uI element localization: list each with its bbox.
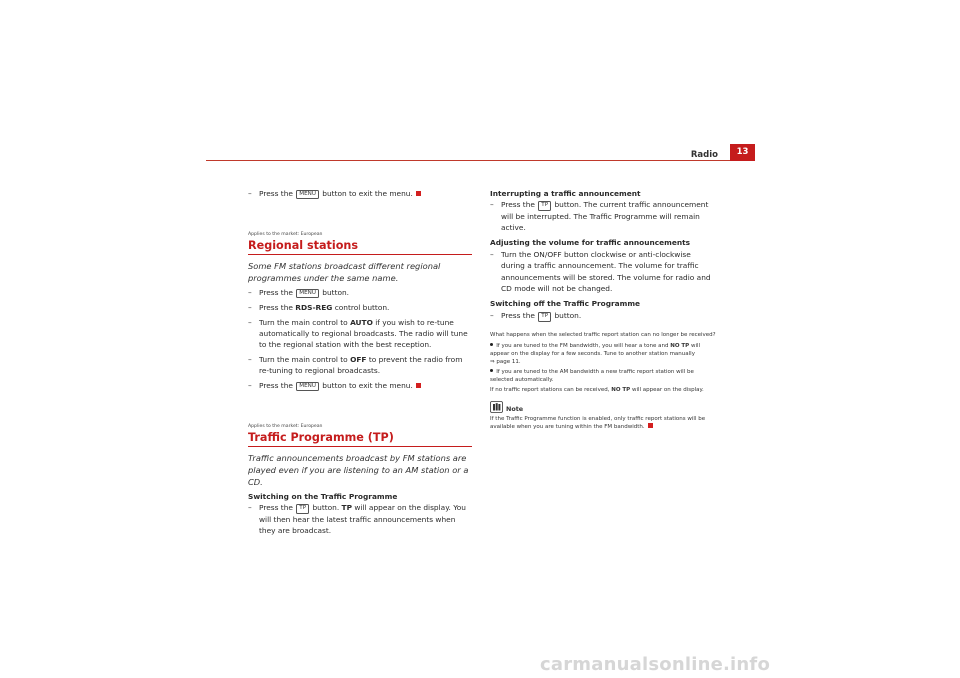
page-ref-link[interactable]: ⇒ page 11. (490, 359, 521, 366)
traffic-programme-section (248, 423, 472, 536)
note-text: If the Traffic Programme function is enabled, only traffic report stations will be available when you are tuning within the FM bandwidth. (490, 416, 706, 431)
faq-no-stations: If no traffic report stations can be received, NO TP will appear on the display. (490, 386, 704, 393)
subheading: Switching off the Traffic Programme (490, 299, 641, 309)
section-end-icon (648, 423, 653, 428)
menu-button-label: MENU (296, 190, 319, 199)
step-off: – Turn the main control to OFF to prevent the radio from re-tuning to regional broadcasts. (248, 355, 463, 376)
watermark: carmanualsonline.info (540, 654, 771, 675)
market-note: Applies to the market: European (248, 232, 323, 237)
chapter-title: Radio (690, 150, 718, 160)
section-lead: Some FM stations broadcast different regional programmes under the same name. (248, 261, 441, 283)
step-auto: – Turn the main control to AUTO if you wish to re-tune automatically to regional broadcasts. The radio will tune to the regional station with the best reception. (248, 317, 468, 350)
tp-button-label: TP (538, 201, 551, 210)
section-end-icon (416, 383, 421, 388)
note-icon (490, 401, 503, 413)
section-lead: Traffic announcements broadcast by FM stations are played even if you are listening to an AM station or a CD. (248, 453, 469, 487)
step-press-tp: – Press the TP button. TP will appear on the display. You will then hear the latest traffic announcements when they are broadcast. (248, 503, 466, 535)
right-column (490, 188, 716, 432)
regional-stations-section (248, 231, 472, 391)
faq-bullet-fm: If you are tuned to the FM bandwidth, you will hear a tone and NO TP will appear on the display for a few seconds. Tune to another station manually ⇒ page 11. (490, 342, 701, 366)
note-block (490, 401, 716, 432)
exit-menu-step: – Press the MENU button to exit the menu. (248, 188, 472, 199)
market-note: Applies to the market: European (248, 424, 323, 429)
section-end-icon (416, 191, 421, 196)
header-rule (206, 160, 730, 161)
faq-question: What happens when the selected traffic report station can no longer be received? (490, 332, 716, 339)
step-press-menu: – Press the MENU button. (248, 288, 350, 297)
page-number-tab: 13 (730, 144, 755, 161)
section-title: Regional stations (248, 239, 472, 255)
step-interrupt: – Press the TP button. The current traffic announcement will be interrupted. The Traffic Programme will remain active. (490, 200, 709, 232)
bullet-icon (490, 343, 493, 346)
faq-block (490, 331, 716, 432)
bullet-icon (490, 369, 493, 372)
menu-button-label: MENU (296, 289, 319, 298)
left-column (248, 188, 472, 540)
subheading: Interrupting a traffic announcement (490, 189, 641, 198)
step-rds-reg: – Press the RDS-REG control button. (248, 303, 390, 312)
step-adjust-volume: – Turn the ON/OFF button clockwise or anti-clockwise during a traffic announcement. The volume for traffic announcements will be stored. The volume for radio and CD mode will not be changed. (490, 250, 711, 293)
menu-button-label: MENU (296, 382, 319, 391)
faq-bullet-am: If you are tuned to the AM bandwidth a new traffic report station will be selected automatically. (490, 368, 694, 384)
step-exit-menu: – Press the MENU button to exit the menu. (248, 380, 472, 391)
tp-button-label: TP (296, 504, 309, 513)
note-label: Note (506, 405, 524, 414)
tp-button-label: TP (538, 312, 551, 321)
step-switch-off: – Press the TP button. (490, 311, 582, 321)
section-title: Traffic Programme (TP) (248, 431, 472, 447)
subheading: Switching on the Traffic Programme (248, 492, 398, 501)
subheading: Adjusting the volume for traffic announcements (490, 238, 691, 248)
